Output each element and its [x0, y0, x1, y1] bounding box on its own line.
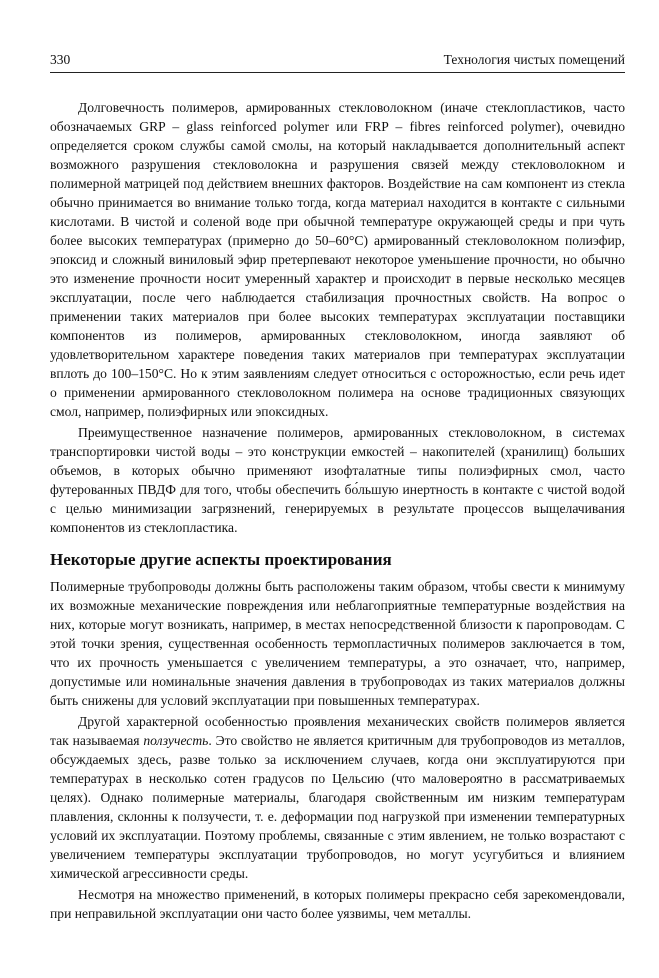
paragraph-grp-durability: Долговечность полимеров, армированных стекловолокном (иначе стеклопластиков, часто обозначаемых GRP – glass reinforced polymer или FRP – fibres reinforced polymer), очевидно определяется сроком службы самой смолы, на который накладывается дополнительный аспект возможного разрушения стекловолокна и разрушения связей между стекловолокном и полимерной матрицей под действием внешних факторов. Воздействие на сам компонент из стекла обычно принимается во внимание только тогда, когда материал находится в контакте с сильными кислотами. В чистой и соленой воде при обычной температуре окружающей среды и при чуть более высоких температурах (примерно до 50–60°C) армированный стекловолокном полиэфир, эпоксид и сложный виниловый эфир претерпевают некоторое уменьшение прочности, но обычно это изменение прочности носит умеренный характер и происходит в первые несколько месяцев эксплуатации, после чего наблюдается стабилизация прочностных свойств. На вопрос о применении таких материалов при более высоких температурах эксплуатации поставщики компонентов из полимеров, армированных стекловолокном, иногда заявляют об удовлетворительном характере поведения таких материалов при температурах эксплуатации вплоть до 100–150°C. Но к этим заявлениям следует относиться с осторожностью, если речь идет о применении армированного стекловолокном полимера на основе традиционных связующих смол, например, полиэфирных или эпоксидных.: [50, 100, 625, 419]
paragraph-pipeline-placement: Полимерные трубопроводы должны быть расположены таким образом, чтобы свести к минимуму их возможные механические повреждения или неблагоприятные температурные воздействия на них, которые могут возникать, например, в местах непосредственной близости к паропроводам. С этой точки зрения, существенная особенность термопластичных полимеров заключается в том, что их прочность уменьшается с увеличением температуры, а это означает, что, например, допустимые или номинальные значения давления в трубопроводах из таких материалов должны быть снижены для условий эксплуатации при повышенных температурах.: [50, 579, 625, 708]
running-header: [50, 50, 625, 73]
paragraph-creep-before: Другой характерной особенностью проявления механических свойств полимеров является так называемая: [50, 714, 625, 748]
page-number: 330: [50, 52, 71, 67]
page-body: [50, 98, 625, 923]
creep-term: ползучесть: [143, 733, 209, 748]
section-heading: Некоторые другие аспекты проектирования: [50, 550, 392, 569]
paragraph-creep-after: . Это свойство не является критичным для трубопроводов из металлов, обсуждаемых здесь, разве только за исключением случаев, когда они эксплуатируются при температурах в несколько сотен градусов по Цельсию (что маловероятно в рассматриваемых целях). Однако полимерные материалы, благодаря свойственным им низким температурам плавления, склонны к ползучести, т. е. деформации под нагрузкой при изменении температурных условий их эксплуатации. Поэтому проблемы, связанные с этим явлением, не только возрастают с увеличением температуры эксплуатации трубопроводов, но могут усугубиться и влиянием химической агрессивности среды.: [50, 733, 625, 881]
running-title: Технология чистых помещений: [443, 52, 625, 67]
paragraph-grp-purpose: Преимущественное назначение полимеров, армированных стекловолокном, в системах транспортировки чистой воды – это конструкции емкостей – накопителей (хранилищ) больших объемов, в которых обычно применяют изофталатные типы полиэфирных смол, часто футерованных ПВДФ для того, чтобы обеспечить бо́льшую инертность в контакте с чистой водой с целью минимизации загрязнений, генерируемых в результате процессов выщелачивания компонентов из стеклопластика.: [50, 425, 625, 535]
paragraph-creep: [50, 712, 625, 883]
paragraph-polymer-vulnerability: Несмотря на множество применений, в которых полимеры прекрасно себя зарекомендовали, при неправильной эксплуатации они часто более уязвимы, чем металлы.: [50, 887, 625, 921]
